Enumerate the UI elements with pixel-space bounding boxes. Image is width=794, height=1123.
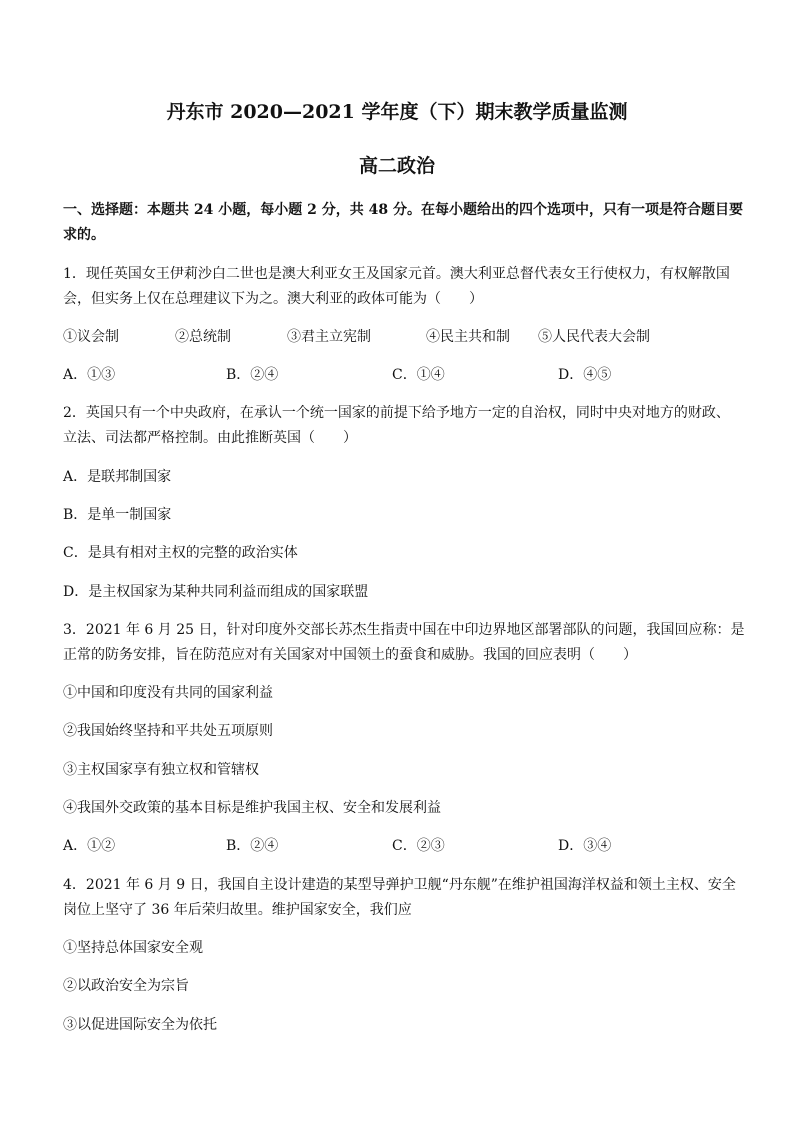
q4-stem-line2: 岗位上坚守了 36 年后荣归故里。维护国家安全，我们应 xyxy=(63,902,412,918)
q3-options xyxy=(63,838,735,854)
q1-choices xyxy=(63,329,735,345)
q2-option-d[interactable]: D．是主权国家为某种共同利益而组成的国家联盟 xyxy=(63,584,369,600)
q3-stem-line2: 正常的防务安排，旨在防范应对有关国家对中国领土的蚕食和威胁。我国的回应表明（ ） xyxy=(63,647,637,663)
q4-item-2: ②以政治安全为宗旨 xyxy=(63,978,189,994)
q2-option-c[interactable]: C．是具有相对主权的完整的政治实体 xyxy=(63,545,298,561)
q1-choice: ④民主共和制 xyxy=(426,329,510,345)
q1-stem-line1: 1．现任英国女王伊莉沙白二世也是澳大利亚女王及国家元首。澳大利亚总督代表女王行使权力，有权解散国 xyxy=(63,266,730,282)
q1-option-b[interactable]: B．②④ xyxy=(226,367,279,383)
q1-choice: ②总统制 xyxy=(175,329,231,345)
q1-stem-line2: 会，但实务上仅在总理建议下为之。澳大利亚的政体可能为（ ） xyxy=(63,291,483,307)
q1-choice: ③君主立宪制 xyxy=(287,329,371,345)
q2-stem-line2: 立法、司法都严格控制。由此推断英国（ ） xyxy=(63,430,357,446)
q1-option-d[interactable]: D．④⑤ xyxy=(558,367,612,383)
q3-option-c[interactable]: C．②③ xyxy=(392,838,445,854)
section-instruction-line2: 求的。 xyxy=(63,227,105,243)
q2-stem-line1: 2．英国只有一个中央政府，在承认一个统一国家的前提下给予地方一定的自治权，同时中央对地方的财政、 xyxy=(63,405,730,421)
q1-choice: ⑤人民代表大会制 xyxy=(538,329,650,345)
exam-title: 丹东市 2020—2021 学年度（下）期末教学质量监测 xyxy=(166,101,628,123)
q1-option-a[interactable]: A．①③ xyxy=(63,367,116,383)
q3-option-d[interactable]: D．③④ xyxy=(558,838,612,854)
q3-item-2: ②我国始终坚持和平共处五项原则 xyxy=(63,723,273,739)
q3-option-b[interactable]: B．②④ xyxy=(226,838,279,854)
q1-option-c[interactable]: C．①④ xyxy=(392,367,445,383)
q1-options xyxy=(63,367,735,383)
q2-option-a[interactable]: A．是联邦制国家 xyxy=(63,469,172,485)
subject-title: 高二政治 xyxy=(358,155,435,177)
q4-item-3: ③以促进国际安全为依托 xyxy=(63,1017,217,1033)
q4-stem-line1: 4．2021 年 6 月 9 日，我国自主设计建造的某型导弹护卫舰“丹东舰”在维护祖国海洋权益和领土主权、安全 xyxy=(63,877,736,893)
q2-option-b[interactable]: B．是单一制国家 xyxy=(63,507,172,523)
q3-item-3: ③主权国家享有独立权和管辖权 xyxy=(63,762,259,778)
section-instruction-line1: 一、选择题：本题共 24 小题，每小题 2 分，共 48 分。在每小题给出的四个选项中，只有一项是符合题目要 xyxy=(63,202,743,218)
q3-option-a[interactable]: A．①② xyxy=(63,838,116,854)
q3-stem-line1: 3．2021 年 6 月 25 日，针对印度外交部长苏杰生指责中国在中印边界地区部署部队的问题，我国回应称：是 xyxy=(63,622,745,638)
q1-choice: ①议会制 xyxy=(63,329,119,345)
q3-item-4: ④我国外交政策的基本目标是维护我国主权、安全和发展利益 xyxy=(63,800,441,816)
q3-item-1: ①中国和印度没有共同的国家利益 xyxy=(63,685,273,701)
q4-item-1: ①坚持总体国家安全观 xyxy=(63,940,203,956)
